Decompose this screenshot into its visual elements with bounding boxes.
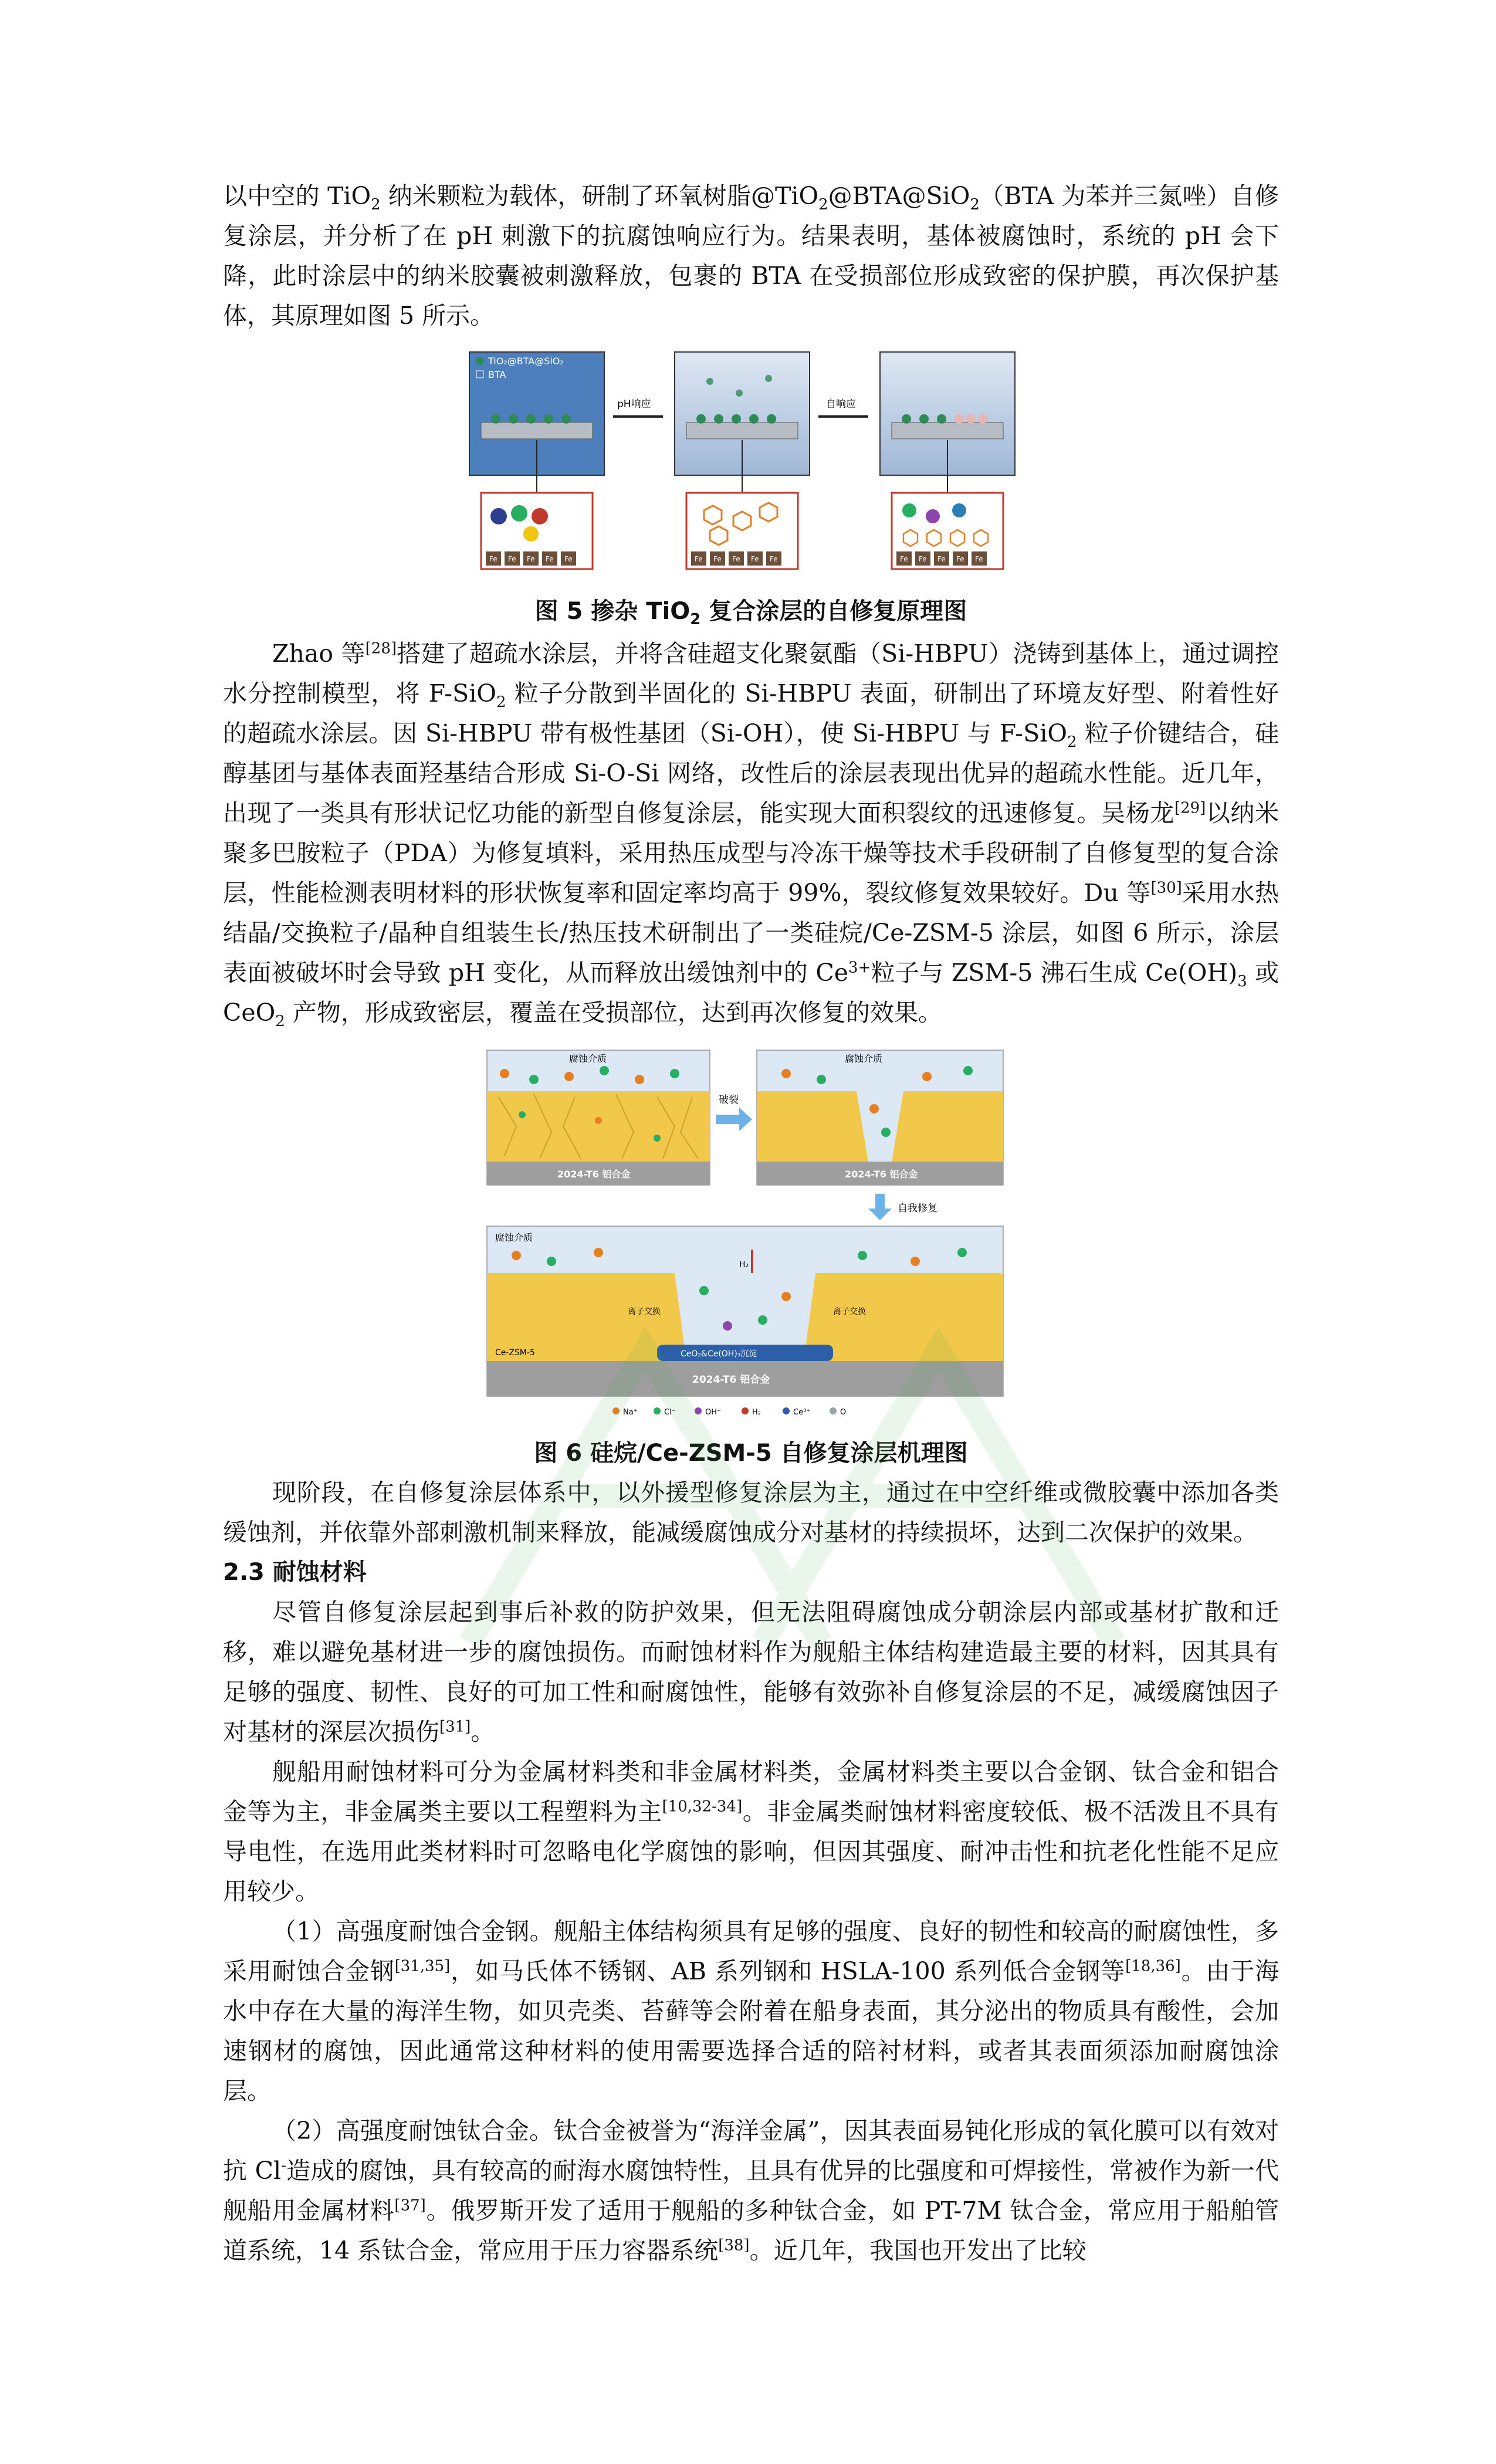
fe-label: Fe <box>751 555 759 563</box>
text-run: 。 <box>471 1718 495 1746</box>
text-run: （BTA 为苯并三氮唑）自修复涂层，并分析了在 pH 刺激下的抗腐蚀响应行为。结果表明，基体被腐蚀时，系统的 pH 会下降，此时涂层中的纳米胶囊被刺激释放，包裹的 BTA 在受损部位形成致密的保护膜，再次保护基体，其原理如图 5 所示。 <box>223 182 1280 330</box>
fig6-panel-top-left <box>487 1050 710 1185</box>
text-run: （1）高强度耐蚀合金钢。舰船主体结构须具有足够的强度、良好的韧性和较高的耐腐蚀性，多采用耐蚀合金钢 <box>223 1917 1279 1985</box>
fig6-arrow-crack <box>716 1094 752 1131</box>
paragraph-current-stage: 现阶段，在自修复涂层体系中，以外援型修复涂层为主，通过在中空纤维或微胶囊中添加各类缓蚀剂，并依靠外部刺激机制来释放，能减缓腐蚀成分对基材的持续损坏，达到二次保护的效果。 <box>223 1478 1279 1546</box>
fe-label: Fe <box>695 555 703 563</box>
text-run: 图 5 掺杂 TiO <box>534 598 691 625</box>
paragraph-titanium-alloy <box>223 2111 1279 2270</box>
fig6-arrow-selfrepair <box>868 1194 937 1220</box>
fig6-medium-label: 腐蚀介质 <box>495 1232 533 1243</box>
fe-label: Fe <box>975 555 983 563</box>
text-run: 舰船用耐蚀材料可分为金属材料类和非金属材料类，金属材料类主要以合金钢、钛合金和铝合金等为主，非金属类主要以工程塑料为主 <box>223 1758 1279 1826</box>
text-run: 复合涂层的自修复原理图 <box>700 598 967 625</box>
fig6-panel-bottom <box>487 1226 1003 1396</box>
text-run: 产物，形成致密层，覆盖在受损部位，达到再次修复的效果。 <box>285 999 942 1027</box>
citation: [10,32-34] <box>662 1798 743 1816</box>
paragraph-material-classes <box>223 1752 1279 1911</box>
subscript: 2 <box>496 693 506 712</box>
text-run: （2）高强度耐蚀钛合金。钛合金被誉为“海洋金属”，因其表面易钝化形成的氧化膜可以有效对抗 Cl <box>223 2117 1279 2185</box>
fig6-h2-label: H₂ <box>739 1260 749 1270</box>
superscript: 3+ <box>848 959 871 977</box>
text-run: 采用水热结晶/交换粒子/晶种自组装生长/热压技术研制出了一类硅烷/Ce-ZSM-5 涂层，如图 6 所示，涂层表面被破坏时会导致 pH 变化，从而释放出缓蚀剂中的 Ce <box>223 879 1280 987</box>
fig6-exchange-label-right: 离子交换 <box>833 1307 866 1316</box>
citation: [31,35] <box>394 1957 451 1975</box>
fig5-legend-capsule: TiO₂@BTA@SiO₂ <box>488 356 564 367</box>
fig6-medium-label: 腐蚀介质 <box>845 1053 883 1064</box>
paragraph-zhao-du <box>223 634 1279 1033</box>
citation: [30] <box>1150 879 1182 897</box>
citation: [29] <box>1174 799 1206 817</box>
text-run: 以纳米聚多巴胺粒子（PDA）为修复填料，采用热压成型与冷冻干燥等技术手段研制了自修复型的复合涂层，性能检测表明材料的形状恢复率和固定率均高于 99%，裂纹修复效果较好。Du 等 <box>223 799 1280 907</box>
text-run: 粒子价键结合，硅醇基团与基体表面羟基结合形成 Si-O-Si 网络，改性后的涂层表现出优异的超疏水性能。近几年，出现了一类具有形状记忆功能的新型自修复涂层，能实现大面积裂纹的迅速修复。吴杨龙 <box>223 719 1279 827</box>
fe-label: Fe <box>770 555 778 563</box>
paragraph-block-3 <box>223 1473 1279 2270</box>
fig5-arrow-self-label: 自响应 <box>826 398 856 410</box>
section-heading-2-3: 2.3 耐蚀材料 <box>223 1559 367 1586</box>
text-run: 搭建了超疏水涂层，并将含硅超支化聚氨酯（Si-HBPU）浇铸到基体上，通过调控水分控制模型，将 F-SiO <box>223 639 1279 708</box>
fig6-exchange-label-left: 离子交换 <box>628 1307 661 1316</box>
fig6-legend <box>612 1407 846 1417</box>
text-run: Zhao 等 <box>272 639 365 668</box>
text-run: 粒子与 ZSM-5 沸石生成 Ce(OH) <box>871 959 1238 987</box>
text-run: 图 6 硅烷/Ce-ZSM-5 自修复涂层机理图 <box>534 1440 968 1467</box>
fig5-arrow-ph-label: pH响应 <box>617 398 651 410</box>
fe-label: Fe <box>900 555 908 563</box>
paragraph-alloy-steel <box>223 1911 1279 2111</box>
text-run: @BTA@SiO <box>828 182 970 210</box>
fig5-legend-bta: BTA <box>488 369 506 380</box>
fe-label: Fe <box>489 555 497 563</box>
fig6-legend-h2: H₂ <box>752 1408 761 1417</box>
citation: [37] <box>394 2196 426 2215</box>
fig6-legend-ce: Ce³⁺ <box>793 1408 811 1417</box>
citation: [31] <box>439 1718 471 1736</box>
citation: [28] <box>365 639 397 658</box>
fig5-arrow-self <box>818 398 868 417</box>
fig6-crack-label: 破裂 <box>719 1094 739 1106</box>
subscript: 3 <box>1237 973 1247 991</box>
fe-label: Fe <box>937 555 946 563</box>
text-run: 尽管自修复涂层起到事后补救的防护效果，但无法阻碍腐蚀成分朝涂层内部或基材扩散和迁移，难以避免基材进一步的腐蚀损伤。而耐蚀材料作为舰船主体结构建造最主要的材料，因其具有足够的强度、韧性、良好的可加工性和耐腐蚀性，能够有效弥补自修复涂层的不足，减缓腐蚀因子对基材的深层次损伤 <box>223 1598 1279 1746</box>
fig5-panel-1 <box>469 352 604 569</box>
legend-capsule-icon <box>476 357 484 365</box>
fig6-medium-label: 腐蚀介质 <box>569 1053 607 1064</box>
subscript: 2 <box>371 196 381 214</box>
fig6-legend-oh: OH⁻ <box>705 1408 721 1417</box>
figure-5 <box>463 346 1038 581</box>
text-run: 。非金属类耐蚀材料密度较低、极不活泼且不具有导电性，在选用此类材料时可忽略电化学腐蚀的影响，但因其强度、耐冲击性和抗老化性能不足应用较少。 <box>223 1798 1279 1905</box>
superscript: - <box>281 2157 286 2175</box>
subscript: 2 <box>970 196 980 214</box>
fig6-alloy-label: 2024-T6 铝合金 <box>557 1169 631 1180</box>
figure-5-caption <box>223 593 1279 626</box>
fig6-legend-cl: Cl⁻ <box>664 1408 676 1417</box>
fig5-panel-3 <box>880 352 1015 569</box>
fig6-legend-na: Na⁺ <box>623 1408 638 1417</box>
fe-label: Fe <box>919 555 927 563</box>
subscript: 2 <box>275 1013 285 1031</box>
fig6-panel-top-right <box>757 1050 1003 1185</box>
text-run: 粒子分散到半固化的 Si-HBPU 表面，研制出了环境友好型、附着性好的超疏水涂层。因 Si-HBPU 带有极性基团（Si-OH），使 Si-HBPU 与 F-SiO <box>223 679 1279 747</box>
text-run: 。由于海水中存在大量的海洋生物，如贝壳类、苔藓等会附着在船身表面，其分泌出的物质具有酸性，会加速钢材的腐蚀，因此通常这种材料的使用需要选择合适的陪衬材料，或者其表面须添加耐腐蚀涂层。 <box>223 1957 1280 2105</box>
fe-label: Fe <box>732 555 740 563</box>
text-run: 以中空的 TiO <box>223 182 371 210</box>
citation: [38] <box>718 2236 750 2255</box>
paragraph-corrosion-materials <box>223 1592 1279 1752</box>
text-run: 纳米颗粒为载体，研制了环氧树脂@TiO <box>380 182 819 210</box>
text-run: 。近几年，我国也开发出了比较 <box>749 2236 1087 2265</box>
fe-label: Fe <box>713 555 722 563</box>
fe-label: Fe <box>527 555 535 563</box>
citation: [18,36] <box>1125 1957 1181 1975</box>
fig6-selfrepair-label: 自我修复 <box>898 1203 937 1214</box>
fe-label: Fe <box>546 555 554 563</box>
figure-6-caption <box>223 1434 1279 1468</box>
fe-label: Fe <box>956 555 964 563</box>
fig6-deposit-label: CeO₂&Ce(OH)₃沉淀 <box>681 1349 757 1359</box>
paragraph-tio2-intro <box>223 176 1279 336</box>
subscript: 2 <box>1067 733 1077 752</box>
subscript: 2 <box>690 611 701 628</box>
text-run: 。俄罗斯开发了适用于舰船的多种钛合金，如 PT-7M 钛合金，常应用于船舶管道系统，14 系钛合金，常应用于压力容器系统 <box>223 2196 1279 2265</box>
fig6-legend-o: O <box>840 1408 847 1417</box>
fe-label: Fe <box>508 555 516 563</box>
fig5-panel-2 <box>675 352 810 569</box>
fe-label: Fe <box>564 555 573 563</box>
subscript: 2 <box>818 196 828 214</box>
fig6-alloy-label: 2024-T6 铝合金 <box>692 1374 770 1386</box>
fig6-zsm-label: Ce-ZSM-5 <box>495 1348 535 1358</box>
text-run: 造成的腐蚀，具有较高的耐海水腐蚀特性，且具有优异的比强度和可焊接性，常被作为新一代舰船用金属材料 <box>223 2157 1279 2225</box>
fig6-alloy-label: 2024-T6 铝合金 <box>845 1169 918 1180</box>
text-run: 或 CeO <box>223 959 1279 1027</box>
text-run: ，如马氏体不锈钢、AB 系列钢和 HSLA-100 系列低合金钢等 <box>450 1957 1126 1985</box>
figure-6 <box>481 1044 1027 1426</box>
fig5-arrow-ph <box>613 398 663 417</box>
